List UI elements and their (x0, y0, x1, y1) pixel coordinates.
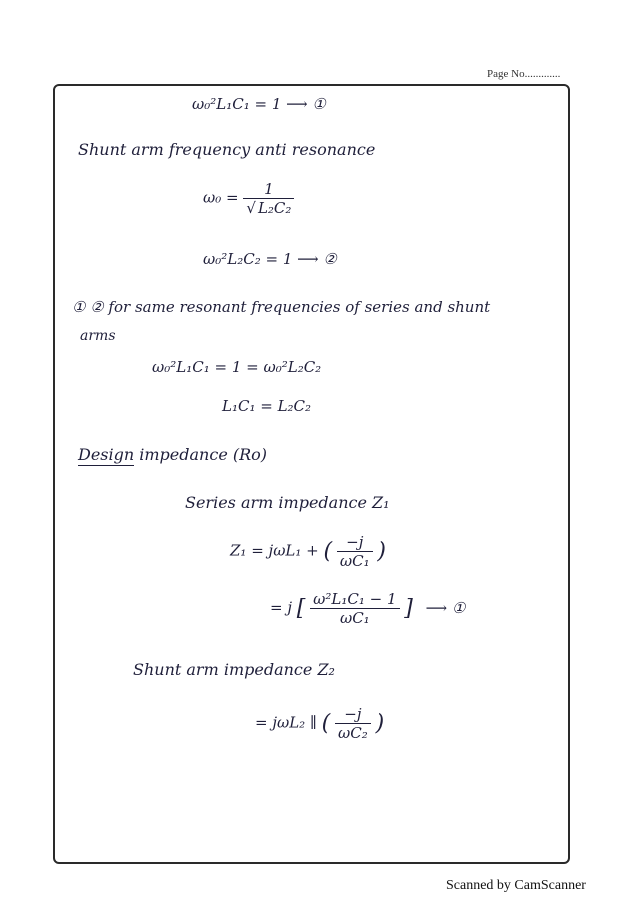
w0-lhs: ω₀ = (203, 188, 239, 207)
equation-w0-definition (203, 180, 294, 217)
z2-denominator: ωC₂ (338, 724, 368, 742)
text-same-resonant-line2: arms (80, 328, 116, 344)
heading-shunt-arm-impedance: Shunt arm impedance Z₂ (133, 660, 335, 679)
page-frame (53, 84, 570, 864)
z1-lhs: Z₁ = jωL₁ + (230, 541, 319, 560)
equation-equal-resonance: ω₀²L₁C₁ = 1 = ω₀²L₂C₂ (152, 358, 322, 376)
z2-fraction (335, 705, 371, 742)
design-rest: impedance (Ro) (139, 445, 268, 464)
z1-numerator: −j (337, 533, 373, 552)
heading-design-impedance (78, 445, 267, 464)
w0-fraction (243, 180, 294, 217)
equation-z1: Z₁ = jωL₁ + ( $\frac{-j}{\text{ωC₁}}$ ) (230, 533, 386, 570)
text-same-resonant-line1: ① ② for same resonant frequencies of series and shunt (72, 298, 491, 316)
heading-shunt-arm-frequency: Shunt arm frequency anti resonance (78, 140, 376, 159)
equation-z1-simplified: = j [ $\frac{\text{ω²L₁C₁ − 1}}{\text{ωC₁}}$ ] ⟶ ① (270, 590, 466, 627)
z2-numerator: −j (335, 705, 371, 724)
equation-series-resonance: ω₀²L₁C₁ = 1 ⟶ ① (192, 95, 326, 113)
z2-lhs: = jωL₂ ∥ (255, 713, 317, 732)
design-word: Design (78, 445, 135, 464)
page-number: Page No............. (487, 68, 561, 80)
z1b-lhs: = j (270, 598, 292, 617)
z1b-fraction (310, 590, 399, 627)
equation-shunt-resonance: ω₀²L₂C₂ = 1 ⟶ ② (203, 250, 337, 268)
z1-denominator: ωC₁ (339, 552, 370, 570)
w0-numerator: 1 (243, 180, 294, 199)
equation-z2: = jωL₂ ∥ ( $\frac{-j}{\text{ωC₂}}$ ) (255, 705, 385, 742)
z1b-numerator: ω²L₁C₁ − 1 (310, 590, 399, 609)
z1b-denominator: ωC₁ (339, 609, 370, 627)
heading-series-arm-impedance: Series arm impedance Z₁ (185, 493, 390, 512)
z1-fraction (337, 533, 373, 570)
z1b-reference: ⟶ ① (425, 598, 466, 617)
w0-denominator: √ L₂C₂ (246, 199, 292, 217)
equation-l1c1-l2c2: L₁C₁ = L₂C₂ (222, 397, 312, 415)
scanner-watermark: Scanned by CamScanner (446, 878, 586, 893)
